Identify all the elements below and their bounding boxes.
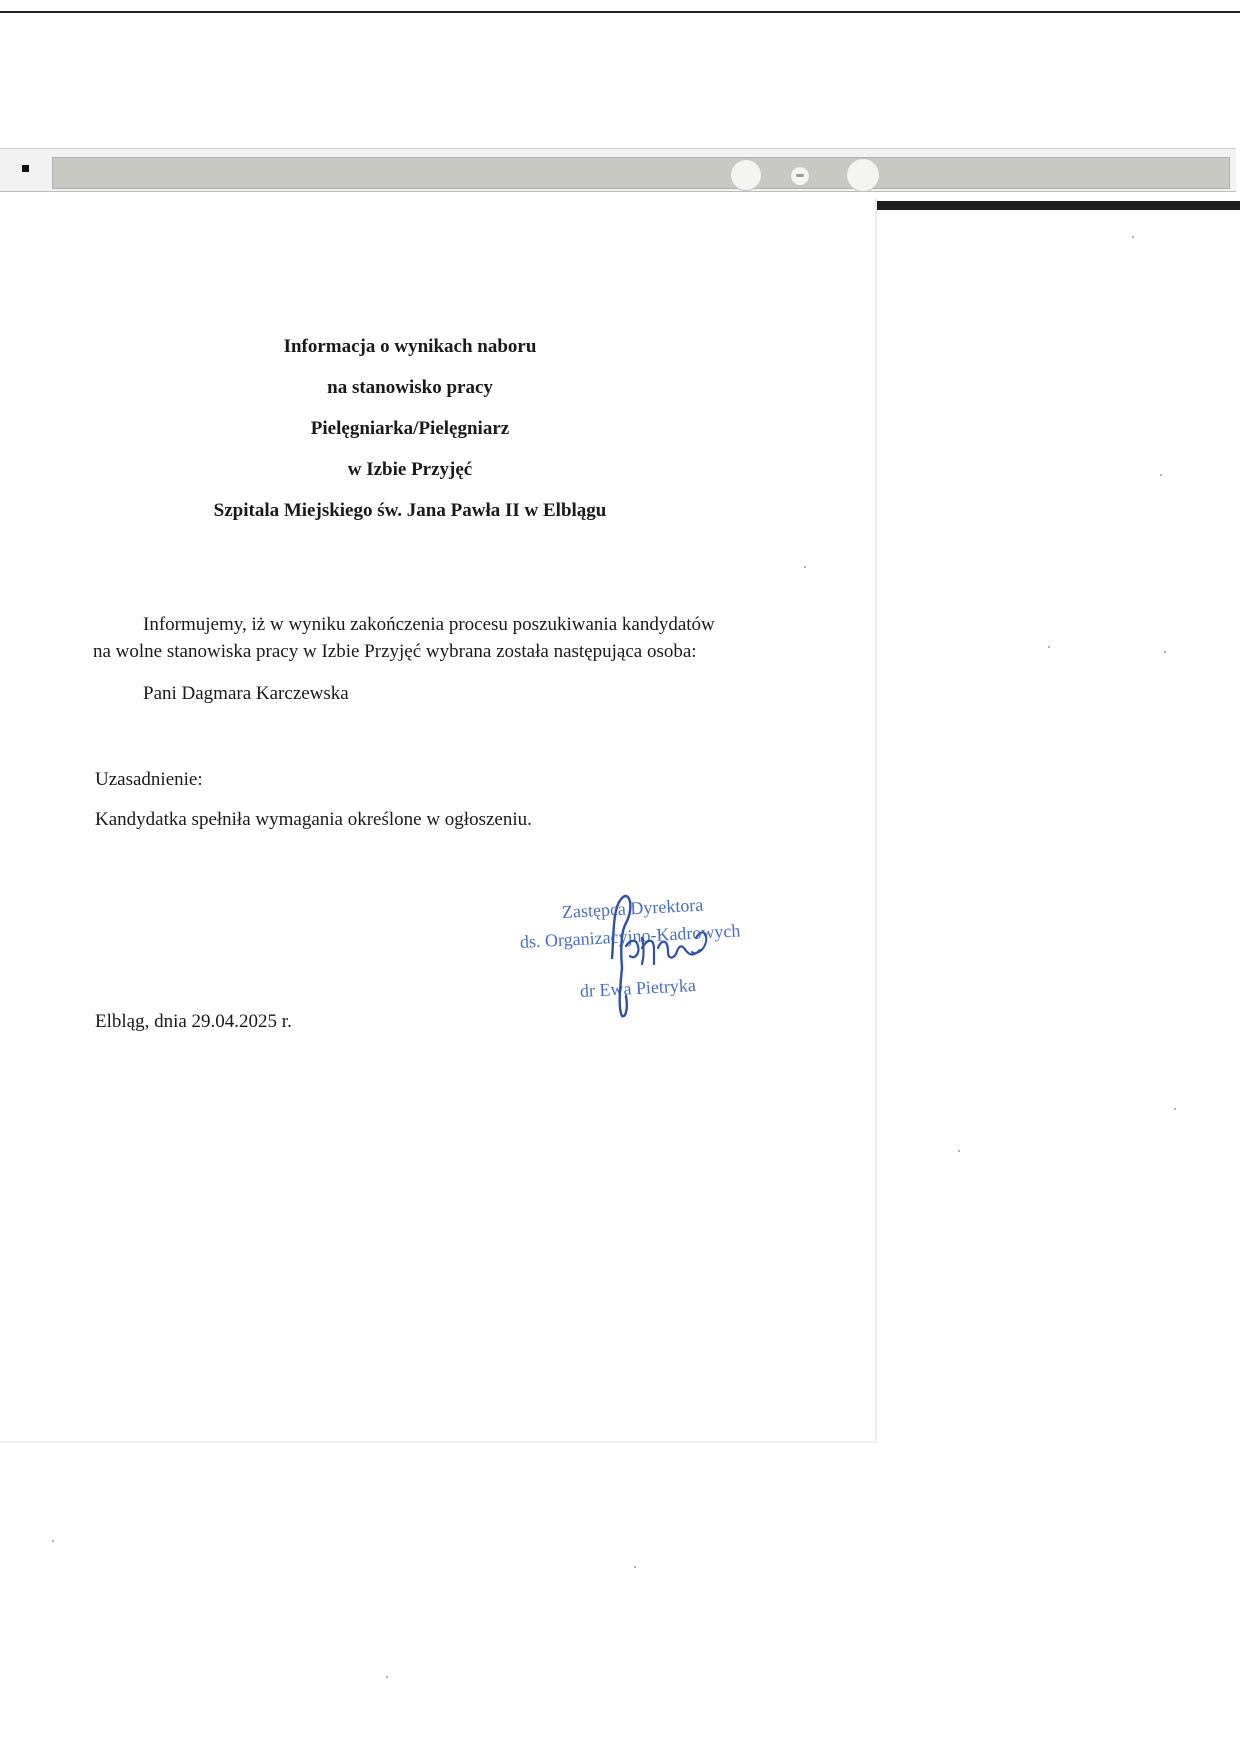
stamp-department: ds. Organizacyjno-Kadrowych xyxy=(519,920,741,952)
selected-person: Pani Dagmara Karczewska xyxy=(143,683,349,704)
title-line: Informacja o wynikach naboru xyxy=(283,336,537,357)
scan-speck xyxy=(386,1676,388,1678)
title-line: w Izbie Przyjęć xyxy=(347,459,473,480)
sheet-bottom-edge xyxy=(0,1441,877,1443)
title-line: Pielęgniarka/Pielęgniarz xyxy=(310,418,510,439)
justification-heading: Uzasadnienie: xyxy=(95,769,203,790)
stamp-name: dr Ewa Pietryka xyxy=(579,974,697,1001)
binder-bar xyxy=(52,157,1230,189)
title-line: Szpitala Miejskiego św. Jana Pawła II w Elblągu xyxy=(213,500,607,521)
scan-speck xyxy=(1164,651,1166,653)
document-title xyxy=(110,326,710,531)
binder-knob xyxy=(790,166,810,186)
place-and-date: Elbląg, dnia 29.04.2025 r. xyxy=(95,1011,292,1032)
scan-speck xyxy=(1160,474,1162,476)
scan-speck xyxy=(1132,236,1134,238)
stamp-position: Zastępca Dyrektora xyxy=(561,894,704,922)
binder-marker xyxy=(22,165,29,172)
scan-speck xyxy=(804,566,806,568)
justification-text: Kandydatka spełniła wymagania określone w ogłoszeniu. xyxy=(95,809,532,830)
scan-speck xyxy=(634,1566,636,1568)
scan-sheet-shadow xyxy=(876,201,1240,210)
binder-knob xyxy=(730,159,762,191)
handwritten-signature xyxy=(592,868,732,1018)
title-line: na stanowisko pracy xyxy=(327,377,493,398)
sheet-right-edge xyxy=(875,198,877,1442)
scan-top-edge xyxy=(0,11,1240,13)
scan-speck xyxy=(1048,646,1050,648)
scan-speck xyxy=(958,1150,960,1152)
binder-knob xyxy=(846,158,880,192)
intro-paragraph-line-1: Informujemy, iż w wyniku zakończenia procesu poszukiwania kandydatów xyxy=(143,614,715,635)
intro-paragraph-line-2: na wolne stanowiska pracy w Izbie Przyjęć wybrana została następująca osoba: xyxy=(93,641,697,662)
scan-speck xyxy=(52,1540,54,1542)
scan-speck xyxy=(1174,1108,1176,1110)
